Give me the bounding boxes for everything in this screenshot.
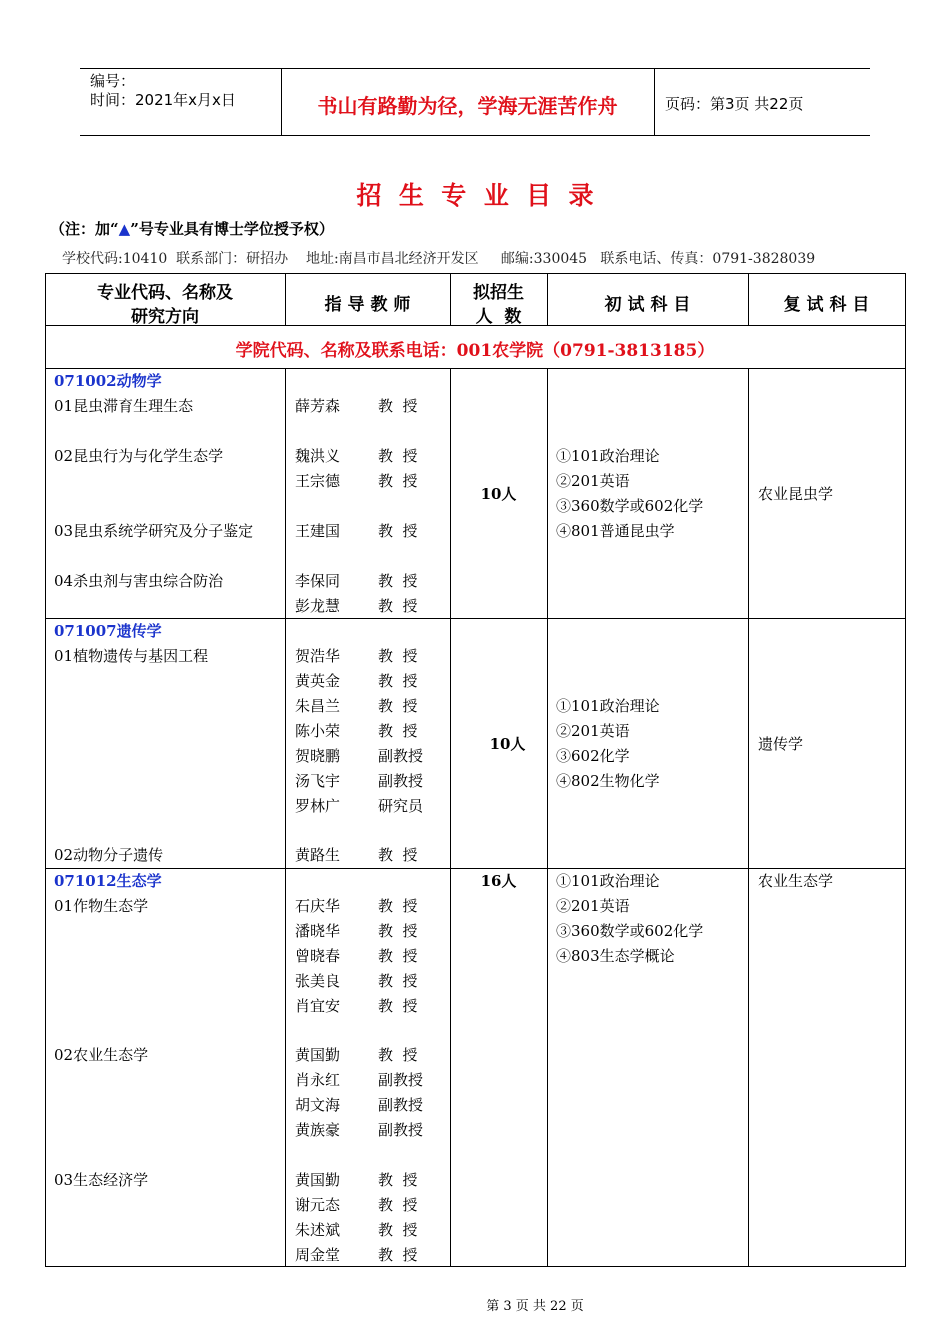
advisor-name: 彭龙慧	[295, 597, 341, 615]
major-code-name: 071002动物学	[54, 372, 162, 390]
exam-subject: ④801普通昆虫学	[556, 522, 675, 540]
advisor-name: 贺浩华	[295, 647, 341, 665]
advisor-title: 教 授	[378, 972, 418, 990]
direction-name: 01作物生态学	[54, 897, 149, 915]
serial-label: 编号：	[90, 72, 136, 90]
advisor-name: 周金堂	[295, 1246, 341, 1264]
advisor-title: 教 授	[378, 722, 418, 740]
header-bottom-rule	[80, 135, 870, 136]
advisor-title: 教 授	[378, 447, 418, 465]
advisor-title: 教 授	[378, 597, 418, 615]
advisor-title: 研究员	[378, 797, 424, 815]
header-quota-line1: 拟招生	[473, 283, 524, 303]
advisor-name: 黄国勤	[295, 1171, 341, 1189]
direction-name: 02农业生态学	[54, 1046, 149, 1064]
triangle-icon: ▲	[118, 220, 131, 238]
advisor-name: 黄国勤	[295, 1046, 341, 1064]
college-row: 学院代码、名称及联系电话：001农学院（0791-3813185）	[235, 341, 715, 361]
exam-subject: ③360数学或602化学	[556, 922, 704, 940]
table-bottom-border	[45, 1266, 906, 1267]
advisor-name: 黄英金	[295, 672, 341, 690]
advisor-name: 魏洪义	[295, 447, 341, 465]
motto: 书山有路勤为径，学海无涯苦作舟	[317, 94, 618, 118]
advisor-name: 陈小荣	[295, 722, 341, 740]
contact-line: 学校代码:10410 联系部门：研招办 地址:南昌市昌北经济开发区 邮编:330045 联系电话、传真：0791-3828039	[62, 251, 816, 267]
page-info: 页码：第3页 共22页	[665, 95, 804, 113]
header-exam2: 复 试 科 目	[783, 295, 870, 315]
advisor-name: 胡文海	[295, 1096, 341, 1114]
col-divider-3b	[547, 368, 548, 1267]
advisor-name: 肖宜安	[295, 997, 341, 1015]
table-right-border	[905, 273, 906, 1267]
direction-name: 03生态经济学	[54, 1171, 149, 1189]
direction-name: 01昆虫滞育生理生态	[54, 397, 194, 415]
advisor-name: 朱述斌	[295, 1221, 341, 1239]
advisor-name: 罗林广	[295, 797, 341, 815]
exam-subject: ③360数学或602化学	[556, 497, 704, 515]
advisor-title: 教 授	[378, 1171, 418, 1189]
advisor-title: 副教授	[378, 1121, 424, 1139]
exam-subject: ②201英语	[556, 472, 630, 490]
advisor-name: 黄族豪	[295, 1121, 341, 1139]
advisor-title: 教 授	[378, 897, 418, 915]
header-major-line2: 研究方向	[131, 307, 199, 327]
header-top-rule	[80, 68, 870, 69]
direction-name: 02动物分子遗传	[54, 846, 164, 864]
advisor-title: 教 授	[378, 1246, 418, 1264]
direction-name: 04杀虫剂与害虫综合防治	[54, 572, 224, 590]
date-text: 时间：2021年x月x日	[90, 91, 236, 109]
advisor-title: 教 授	[378, 697, 418, 715]
advisor-name: 薛芳森	[295, 397, 341, 415]
quota: 16人	[480, 872, 517, 890]
advisor-title: 教 授	[378, 397, 418, 415]
exam-subject: ①101政治理论	[556, 447, 660, 465]
advisor-name: 汤飞宇	[295, 772, 341, 790]
advisor-name: 石庆华	[295, 897, 341, 915]
header-exam1: 初 试 科 目	[604, 295, 691, 315]
exam-subject: ②201英语	[556, 897, 630, 915]
advisor-name: 曾晓春	[295, 947, 341, 965]
retest-subject: 遗传学	[758, 735, 804, 753]
exam-subject: ②201英语	[556, 722, 630, 740]
header-major-line1: 专业代码、名称及	[97, 283, 233, 303]
retest-subject: 农业生态学	[758, 872, 834, 890]
col-divider-4b	[748, 368, 749, 1267]
advisor-title: 教 授	[378, 922, 418, 940]
advisor-name: 贺晓鹏	[295, 747, 341, 765]
exam-subject: ③602化学	[556, 747, 630, 765]
exam-subject: ①101政治理论	[556, 872, 660, 890]
col-divider-1b	[285, 368, 286, 1267]
advisor-title: 教 授	[378, 1046, 418, 1064]
page-footer: 第 3 页 共 22 页	[486, 1299, 584, 1314]
advisor-title: 教 授	[378, 572, 418, 590]
quota: 10人	[480, 485, 517, 503]
advisor-title: 副教授	[378, 772, 424, 790]
advisor-title: 教 授	[378, 1221, 418, 1239]
advisor-name: 朱昌兰	[295, 697, 341, 715]
note-suffix: ”号专业具有博士学位授予权）	[130, 220, 334, 238]
note-prefix: （注：加“	[50, 220, 119, 238]
direction-name: 02昆虫行为与化学生态学	[54, 447, 224, 465]
advisor-title: 教 授	[378, 647, 418, 665]
major1-bottom	[45, 618, 906, 619]
advisor-title: 教 授	[378, 672, 418, 690]
college-row-bottom	[45, 368, 906, 369]
exam-subject: ④802生物化学	[556, 772, 660, 790]
advisor-name: 肖永红	[295, 1071, 341, 1089]
header-quota-line2: 人 数	[475, 307, 522, 327]
exam-subject: ④803生态学概论	[556, 947, 675, 965]
advisor-title: 副教授	[378, 1071, 424, 1089]
table-top-border	[45, 273, 906, 274]
advisor-title: 副教授	[378, 747, 424, 765]
quota: 10人	[489, 735, 526, 753]
advisor-name: 谢元态	[295, 1196, 341, 1214]
advisor-title: 教 授	[378, 997, 418, 1015]
advisor-title: 教 授	[378, 1196, 418, 1214]
retest-subject: 农业昆虫学	[758, 485, 834, 503]
advisor-title: 教 授	[378, 947, 418, 965]
advisor-title: 副教授	[378, 1096, 424, 1114]
exam-subject: ①101政治理论	[556, 697, 660, 715]
advisor-name: 王建国	[295, 522, 341, 540]
advisor-name: 王宗德	[295, 472, 341, 490]
advisor-title: 教 授	[378, 472, 418, 490]
direction-name: 01植物遗传与基因工程	[54, 647, 209, 665]
advisor-name: 潘晓华	[295, 922, 341, 940]
advisor-title: 教 授	[378, 846, 418, 864]
advisor-name: 李保同	[295, 572, 341, 590]
page-title: 招 生 专 业 目 录	[356, 181, 594, 210]
direction-name: 03昆虫系统学研究及分子鉴定	[54, 522, 254, 540]
table-left-border	[45, 273, 46, 1267]
note	[50, 218, 334, 239]
header-advisor: 指 导 教 师	[324, 295, 411, 315]
advisor-name: 黄路生	[295, 846, 341, 864]
header-divider-right	[654, 68, 655, 136]
advisor-name: 张美良	[295, 972, 341, 990]
major-code-name: 071012生态学	[54, 872, 162, 890]
advisor-title: 教 授	[378, 522, 418, 540]
major-code-name: 071007遗传学	[54, 622, 162, 640]
